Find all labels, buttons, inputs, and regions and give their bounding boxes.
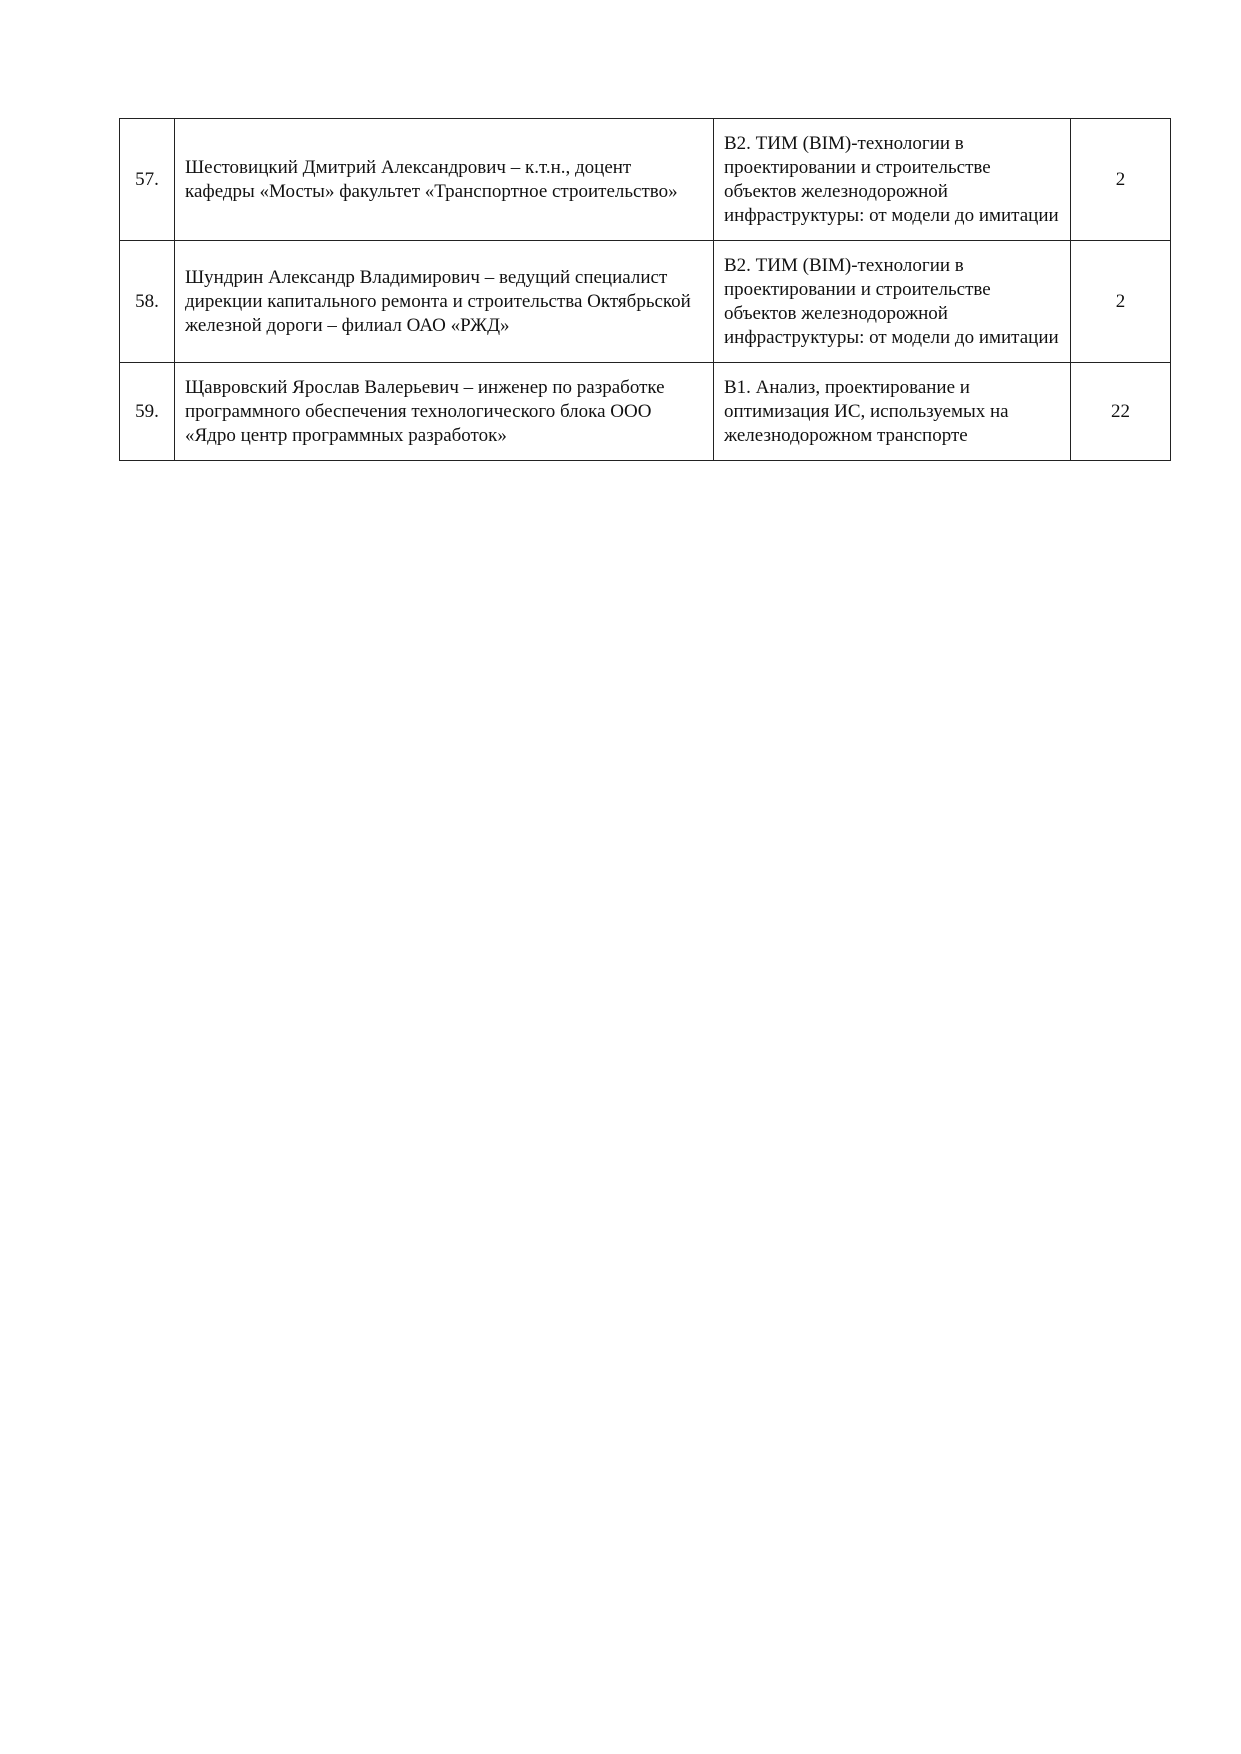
count: 2 — [1071, 119, 1171, 241]
table-row — [120, 119, 1171, 241]
row-number: 57. — [120, 119, 175, 241]
participant-name: Шестовицкий Дмитрий Александрович – к.т.н., доцент кафедры «Мосты» факультет «Транспортное строительство» — [175, 119, 714, 241]
count: 22 — [1071, 363, 1171, 461]
participant-name: Шундрин Александр Владимирович – ведущий специалист дирекции капитального ремонта и строительства Октябрьской железной дороги – филиал ОАО «РЖД» — [175, 241, 714, 363]
section: В2. ТИМ (BIM)-технологии в проектировании и строительстве объектов железнодорожной инфраструктуры: от модели до имитации — [714, 241, 1071, 363]
row-number: 59. — [120, 363, 175, 461]
row-number: 58. — [120, 241, 175, 363]
participants-table — [119, 118, 1171, 461]
table-row — [120, 241, 1171, 363]
count: 2 — [1071, 241, 1171, 363]
section: В2. ТИМ (BIM)-технологии в проектировании и строительстве объектов железнодорожной инфраструктуры: от модели до имитации — [714, 119, 1071, 241]
section: В1. Анализ, проектирование и оптимизация ИС, используемых на железнодорожном транспорте — [714, 363, 1071, 461]
table-row — [120, 363, 1171, 461]
participant-name: Щавровский Ярослав Валерьевич – инженер по разработке программного обеспечения технологического блока ООО «Ядро центр программных разработок» — [175, 363, 714, 461]
